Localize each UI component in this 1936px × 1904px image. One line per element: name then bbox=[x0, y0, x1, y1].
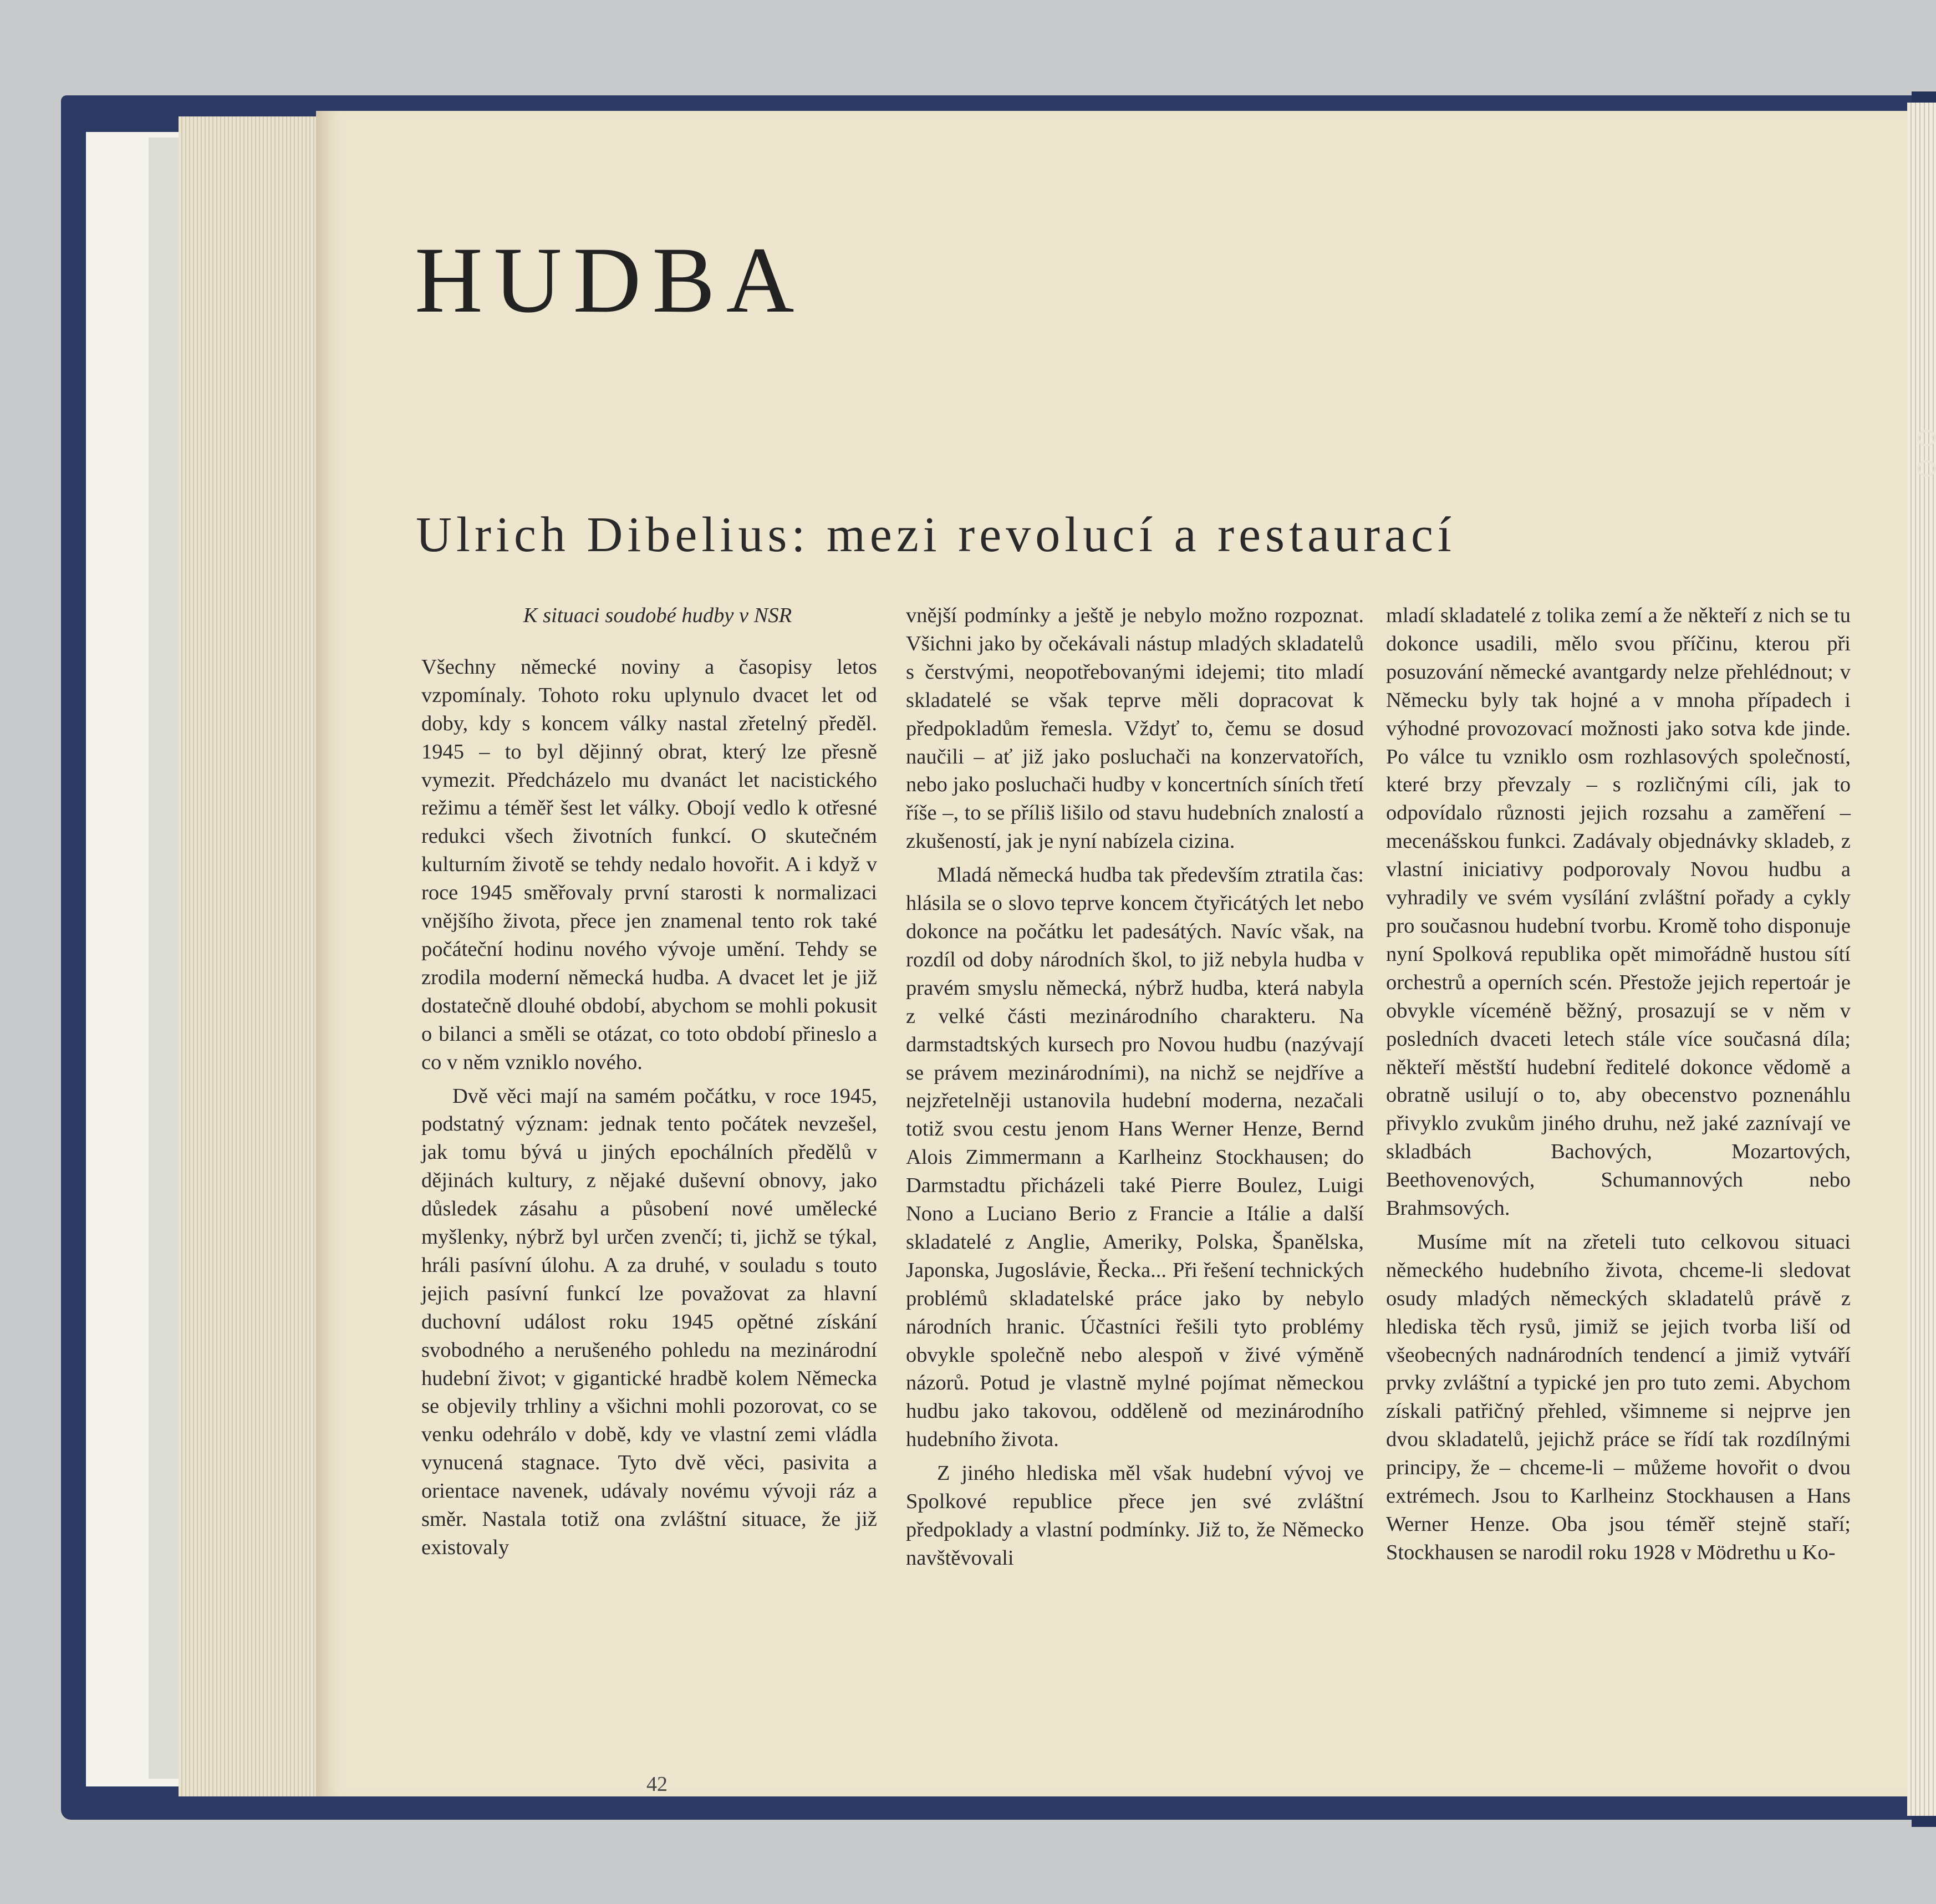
paragraph: mladí skladatelé z tolika zemí a že někteří z nich se tu dokonce usadili, mělo svou příčinu, kterou při posuzování německé avantgardy nelze přehlédnout; v Německu byly tak hojné a v mnoha případech i výhodné provozovací možnosti jako sotva kde jinde. Po válce tu vzniklo osm rozhlasových společností, které brzy převzaly – s rozličnými cíli, jak to odpovídalo různosti jejich rozsahu a zaměření – mecenášskou funkci. Zadávaly objednávky skladeb, z vlastní iniciativy podporovaly Novou hudbu a vyhradily ve svém vysílání zvláštní pořady a cykly pro současnou hudební tvorbu. Kromě toho disponuje nyní Spolková republika opět mimořádně hustou sítí orchestrů a operních scén. Přestože jejich repertoár je obvykle víceméně běžný, prosazují se v něm v posledních dvaceti letech stále více současná díla; někteří městští hudební ředitelé dokonce vědomě a obratně usilují o to, aby obecenstvo poznenáhlu přivyklo zvukům jiného druhu, než jaké zaznívají ve skladbách Bachových, Mozartových, Beethovenových, Schumannových nebo Brahmsových. bbox=[1386, 604, 1851, 1220]
paragraph: Všechny německé noviny a časopisy letos vzpomínaly. Tohoto roku uplynulo dvacet let od doby, kdy s koncem války nastal zřetelný předěl. 1945 – to byl dějinný obrat, který lze přesně vymezit. Předcházelo mu dvanáct let nacistického režimu a téměř šest let války. Obojí vedlo k otřesné redukci všech životních funkcí. O skutečném kulturním životě se tehdy nedalo hovořit. A i když v roce 1945 směřovaly první starosti k normalizaci vnějšího života, přece jen znamenal tento rok také počáteční hodinu nového vývoje umění. Tehdy se zrodila moderní německá hudba. A dvacet let je již dostatečně dlouhé období, abychom se mohli pokusit o bilanci a směli se otázat, co toto období přineslo a co v něm vzniklo nového. bbox=[421, 655, 877, 1074]
right-page-edges bbox=[1907, 103, 1936, 1816]
text-column-1 bbox=[421, 602, 877, 1760]
text-column-3 bbox=[1386, 602, 1851, 1760]
page-block-edges bbox=[179, 116, 328, 1796]
text-column-2 bbox=[906, 602, 1364, 1760]
paragraph: Mladá německá hudba tak především ztratila čas: hlásila se o slovo teprve koncem čtyřicátých let nebo dokonce na počátku let padesátých. Navíc však, na rozdíl od doby národních škol, to již nebyla hudba v pravém smyslu německá, nýbrž hudba, která nabyla z velké části mezinárodního charakteru. Na darmstadtských kursech pro Novou hudbu (nazývají se právem mezinárodními), na nichž se nejdříve a nejzřetelněji ustanovila hudební moderna, nezačali totiž svou cestu jenom Hans Werner Henze, Bernd Alois Zimmermann a Karlheinz Stockhausen; do Darmstadtu přicházeli také Pierre Boulez, Luigi Nono a Luciano Berio z Francie a Itálie a další skladatelé z Anglie, Ameriky, Polska, Španělska, Japonska, Jugoslávie, Řecka... Při řešení technických problémů skladatelské práce jako by nebylo národních hranic. Účastníci řešili tyto problémy obvykle společně nebo alespoň v živé výměně názorů. Potud je vlastně mylné pojímat německou hudbu jako takovou, odděleně od mezinárodního hudebního života. bbox=[906, 863, 1364, 1452]
paragraph: Musíme mít na zřeteli tuto celkovou situaci německého hudebního života, chceme-li sledovat osudy mladých německých skladatelů právě z hlediska těch rysů, jimiž se jejich tvorba liší od všeobecných nadnárodních tendencí a jimiž vytváří prvky zvláštní a typické jen pro tuto zemi. Abychom získali patřičný přehled, všimneme si nejprve jen dvou skladatelů, jejichž práce se řídí tak rozdílnými principy, že – chceme-li – můžeme hovořit o dvou extrémech. Jsou to Karlheinz Stockhausen a Hans Werner Henze. Oba jsou téměř stejně staří; Stockhausen se narodil roku 1928 v Mödrethu u Ko- bbox=[1386, 1230, 1851, 1564]
section-title: HUDBA bbox=[415, 228, 806, 332]
binding-stitch bbox=[1917, 430, 1936, 446]
binding-stitch bbox=[1917, 460, 1936, 477]
paragraph: vnější podmínky a ještě je nebylo možno rozpoznat. Všichni jako by očekávali nástup mladých skladatelů s čerstvými, neopotřebovanými idejemi; tito mladí skladatelé se však teprve měli dopracovat k předpokladům řemesla. Vždyť to, čemu se dosud naučili – ať již jako posluchači na konzervatořích, nebo jako posluchači hudby v koncertních síních třetí říše –, to se příliš lišilo od stavu hudebních znalostí a zkušeností, jak je nyní nabízela cizina. bbox=[906, 604, 1364, 853]
page-number: 42 bbox=[646, 1773, 668, 1796]
paragraph: Dvě věci mají na samém počátku, v roce 1945, podstatný význam: jednak tento počátek nevzešel, jak tomu bývá u jiných epochálních předělů v dějinách kultury, z nějaké duševní obnovy, jako důsledek zásahu a působení nové umělecké myšlenky, nýbrž byl určen zvenčí; ti, jichž se týkal, hráli pasívní úlohu. A za druhé, v souladu s touto jejich pasívní funkcí lze považovat za hlavní duchovní událost roku 1945 opětné získání svobodného a nerušeného pohledu na mezinárodní hudební život; v gigantické hradbě kolem Německa se objevily trhliny a všichni mohli pozorovat, co se venku odehrálo v době, kdy ve vlastní zemi vládla vynucená stagnace. Tyto dvě věci, pasivita a orientace navenek, udávaly novému vývoji ráz a směr. Nastala totiž ona zvláštní situace, že již existovaly bbox=[421, 1084, 877, 1559]
endpaper-shadow bbox=[149, 138, 182, 1779]
paragraph: Z jiného hlediska měl však hudební vývoj ve Spolkové republice přece jen své zvláštní předpoklady a vlastní podmínky. Již to, že Německo navštěvovali bbox=[906, 1462, 1364, 1570]
article-title: Ulrich Dibelius: mezi revolucí a restaurací bbox=[416, 507, 1456, 562]
article-lead: K situaci soudobé hudby v NSR bbox=[523, 604, 792, 627]
